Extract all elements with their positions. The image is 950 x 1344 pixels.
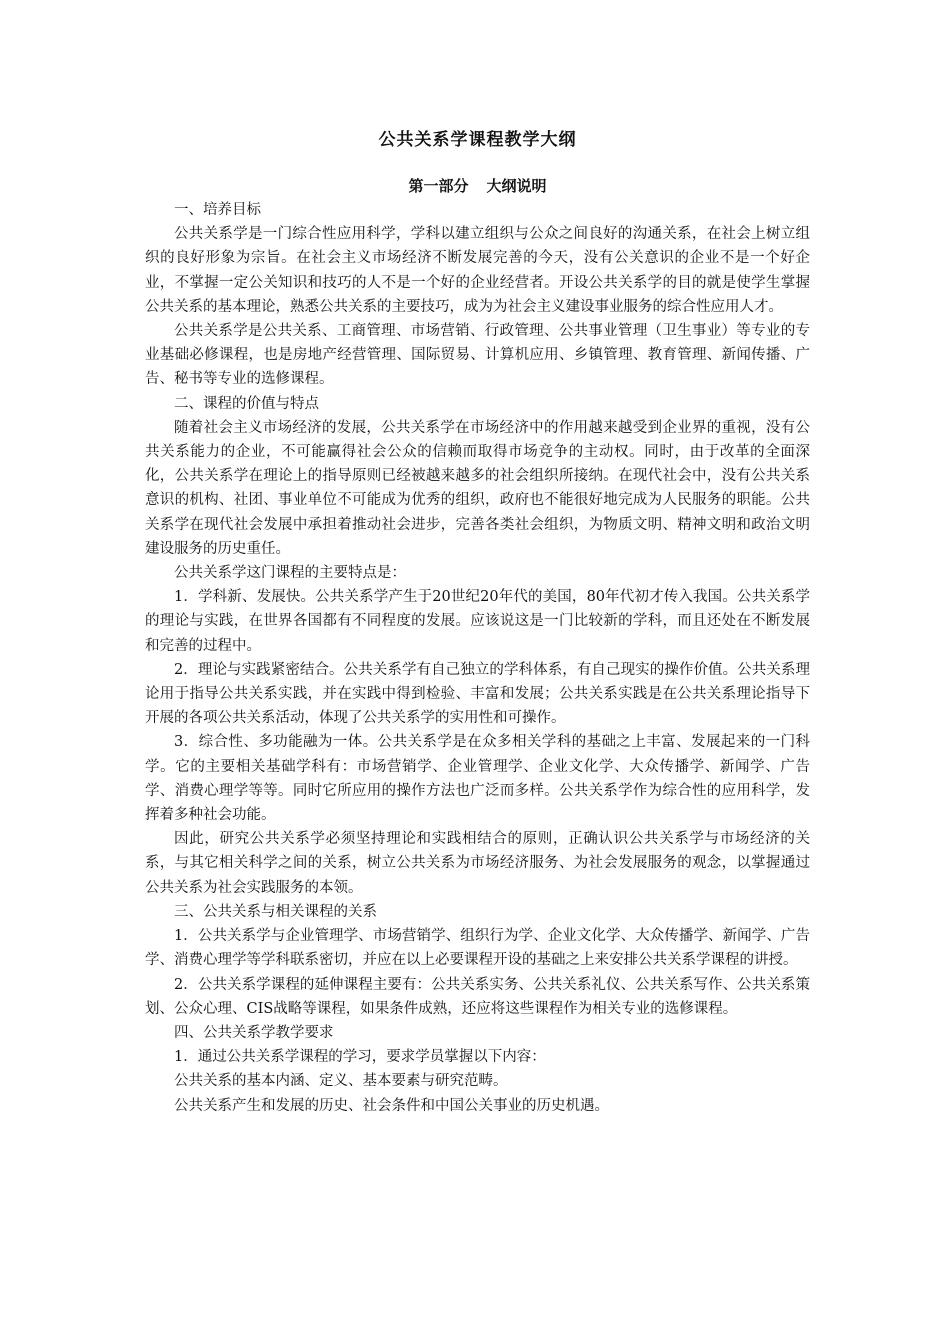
list-item: 1．公共关系学与企业管理学、市场营销学、组织行为学、企业文化学、大众传播学、新闻学、广告学、消费心理学等学科联系密切，并应在以上必要课程开设的基础之上来安排公共关系学课程的讲授。 xyxy=(145,928,810,969)
paragraph: 公共关系学是一门综合性应用科学，学科以建立组织与公众之间良好的沟通关系，在社会上树立组织的良好形象为宗旨。在社会主义市场经济不断发展完善的今天，没有公关意识的企业不是一个好企业，不掌握一定公关知识和技巧的人不是一个好的企业经营者。开设公共关系学的目的就是使学生掌握公共关系的基本理论，熟悉公共关系的主要技巧，成为为社会主义建设事业服务的综合性应用人才。 xyxy=(145,226,810,315)
section-heading-goals: 一、培养目标 xyxy=(174,202,261,218)
part-name: 大纲说明 xyxy=(486,177,547,195)
section-heading-relations: 三、公共关系与相关课程的关系 xyxy=(174,903,377,920)
document-body xyxy=(145,120,810,1118)
part-title xyxy=(145,174,810,198)
paragraph: 公共关系学是公共关系、工商管理、市场营销、行政管理、公共事业管理（卫生事业）等专业的专业基础必修课程，也是房地产经营管理、国际贸易、计算机应用、乡镇管理、教育管理、新闻传播、广告、秘书等专业的选修课程。 xyxy=(145,323,810,388)
paragraph: 公共关系的基本内涵、定义、基本要素与研究范畴。 xyxy=(174,1073,508,1090)
paragraph: 公共关系产生和发展的历史、社会条件和中国公关事业的历史机遇。 xyxy=(174,1097,609,1114)
paragraph: 随着社会主义市场经济的发展，公共关系学在市场经济中的作用越来越受到企业界的重视，没有公共关系能力的企业，不可能赢得社会公众的信赖而取得市场竞争的主动权。同时，由于改革的全面深化，公共关系学在理论上的指导原则已经被越来越多的社会组织所接纳。在现代社会中，没有公共关系意识的机构、社团、事业单位不可能成为优秀的组织，政府也不能很好地完成为人民服务的职能。公共关系学在现代社会发展中承担着推动社会进步，完善各类社会组织，为物质文明、精神文明和政治文明建设服务的历史重任。 xyxy=(145,419,810,557)
document-title: 公共关系学课程教学大纲 xyxy=(378,130,577,150)
paragraph: 公共关系学这门课程的主要特点是： xyxy=(174,565,406,582)
list-item: 1．通过公共关系学课程的学习，要求学员掌握以下内容： xyxy=(174,1049,546,1066)
section-heading-requirements: 四、公共关系学教学要求 xyxy=(174,1024,334,1041)
list-item: 2．理论与实践紧密结合。公共关系学有自己独立的学科体系，有自己现实的操作价值。公共关系理论用于指导公共关系实践，并在实践中得到检验、丰富和发展；公共关系实践是在公共关系理论指导下开展的各项公共关系活动，体现了公共关系学的实用性和可操作。 xyxy=(145,661,810,727)
list-item: 3．综合性、多功能融为一体。公共关系学是在众多相关学科的基础之上丰富、发展起来的一门科学。它的主要相关基础学科有：市场营销学、企业管理学、企业文化学、大众传播学、新闻学、广告学、消费心理学等等。同时它所应用的操作方法也广泛而多样。公共关系学作为综合性的应用科学，发挥着多种社会功能。 xyxy=(145,734,810,824)
section-heading-value: 二、课程的价值与特点 xyxy=(174,395,319,412)
list-item: 2．公共关系学课程的延伸课程主要有：公共关系实务、公共关系礼仪、公共关系写作、公共关系策划、公众心理、CIS战略等课程，如果条件成熟，还应将这些课程作为相关专业的选修课程。 xyxy=(145,976,810,1017)
list-item: 1．学科新、发展快。公共关系学产生于20世纪20年代的美国，80年代初才传入我国。公共关系学的理论与实践，在世界各国都有不同程度的发展。应该说这是一门比较新的学科，而且还处在不断发展和完善的过程中。 xyxy=(145,589,810,654)
paragraph: 因此，研究公共关系学必须坚持理论和实践相结合的原则，正确认识公共关系学与市场经济的关系，与其它相关科学之间的关系，树立公共关系为市场经济服务、为社会发展服务的观念，以掌握通过公共关系为社会实践服务的本领。 xyxy=(145,831,810,896)
part-number: 第一部分 xyxy=(408,177,469,195)
